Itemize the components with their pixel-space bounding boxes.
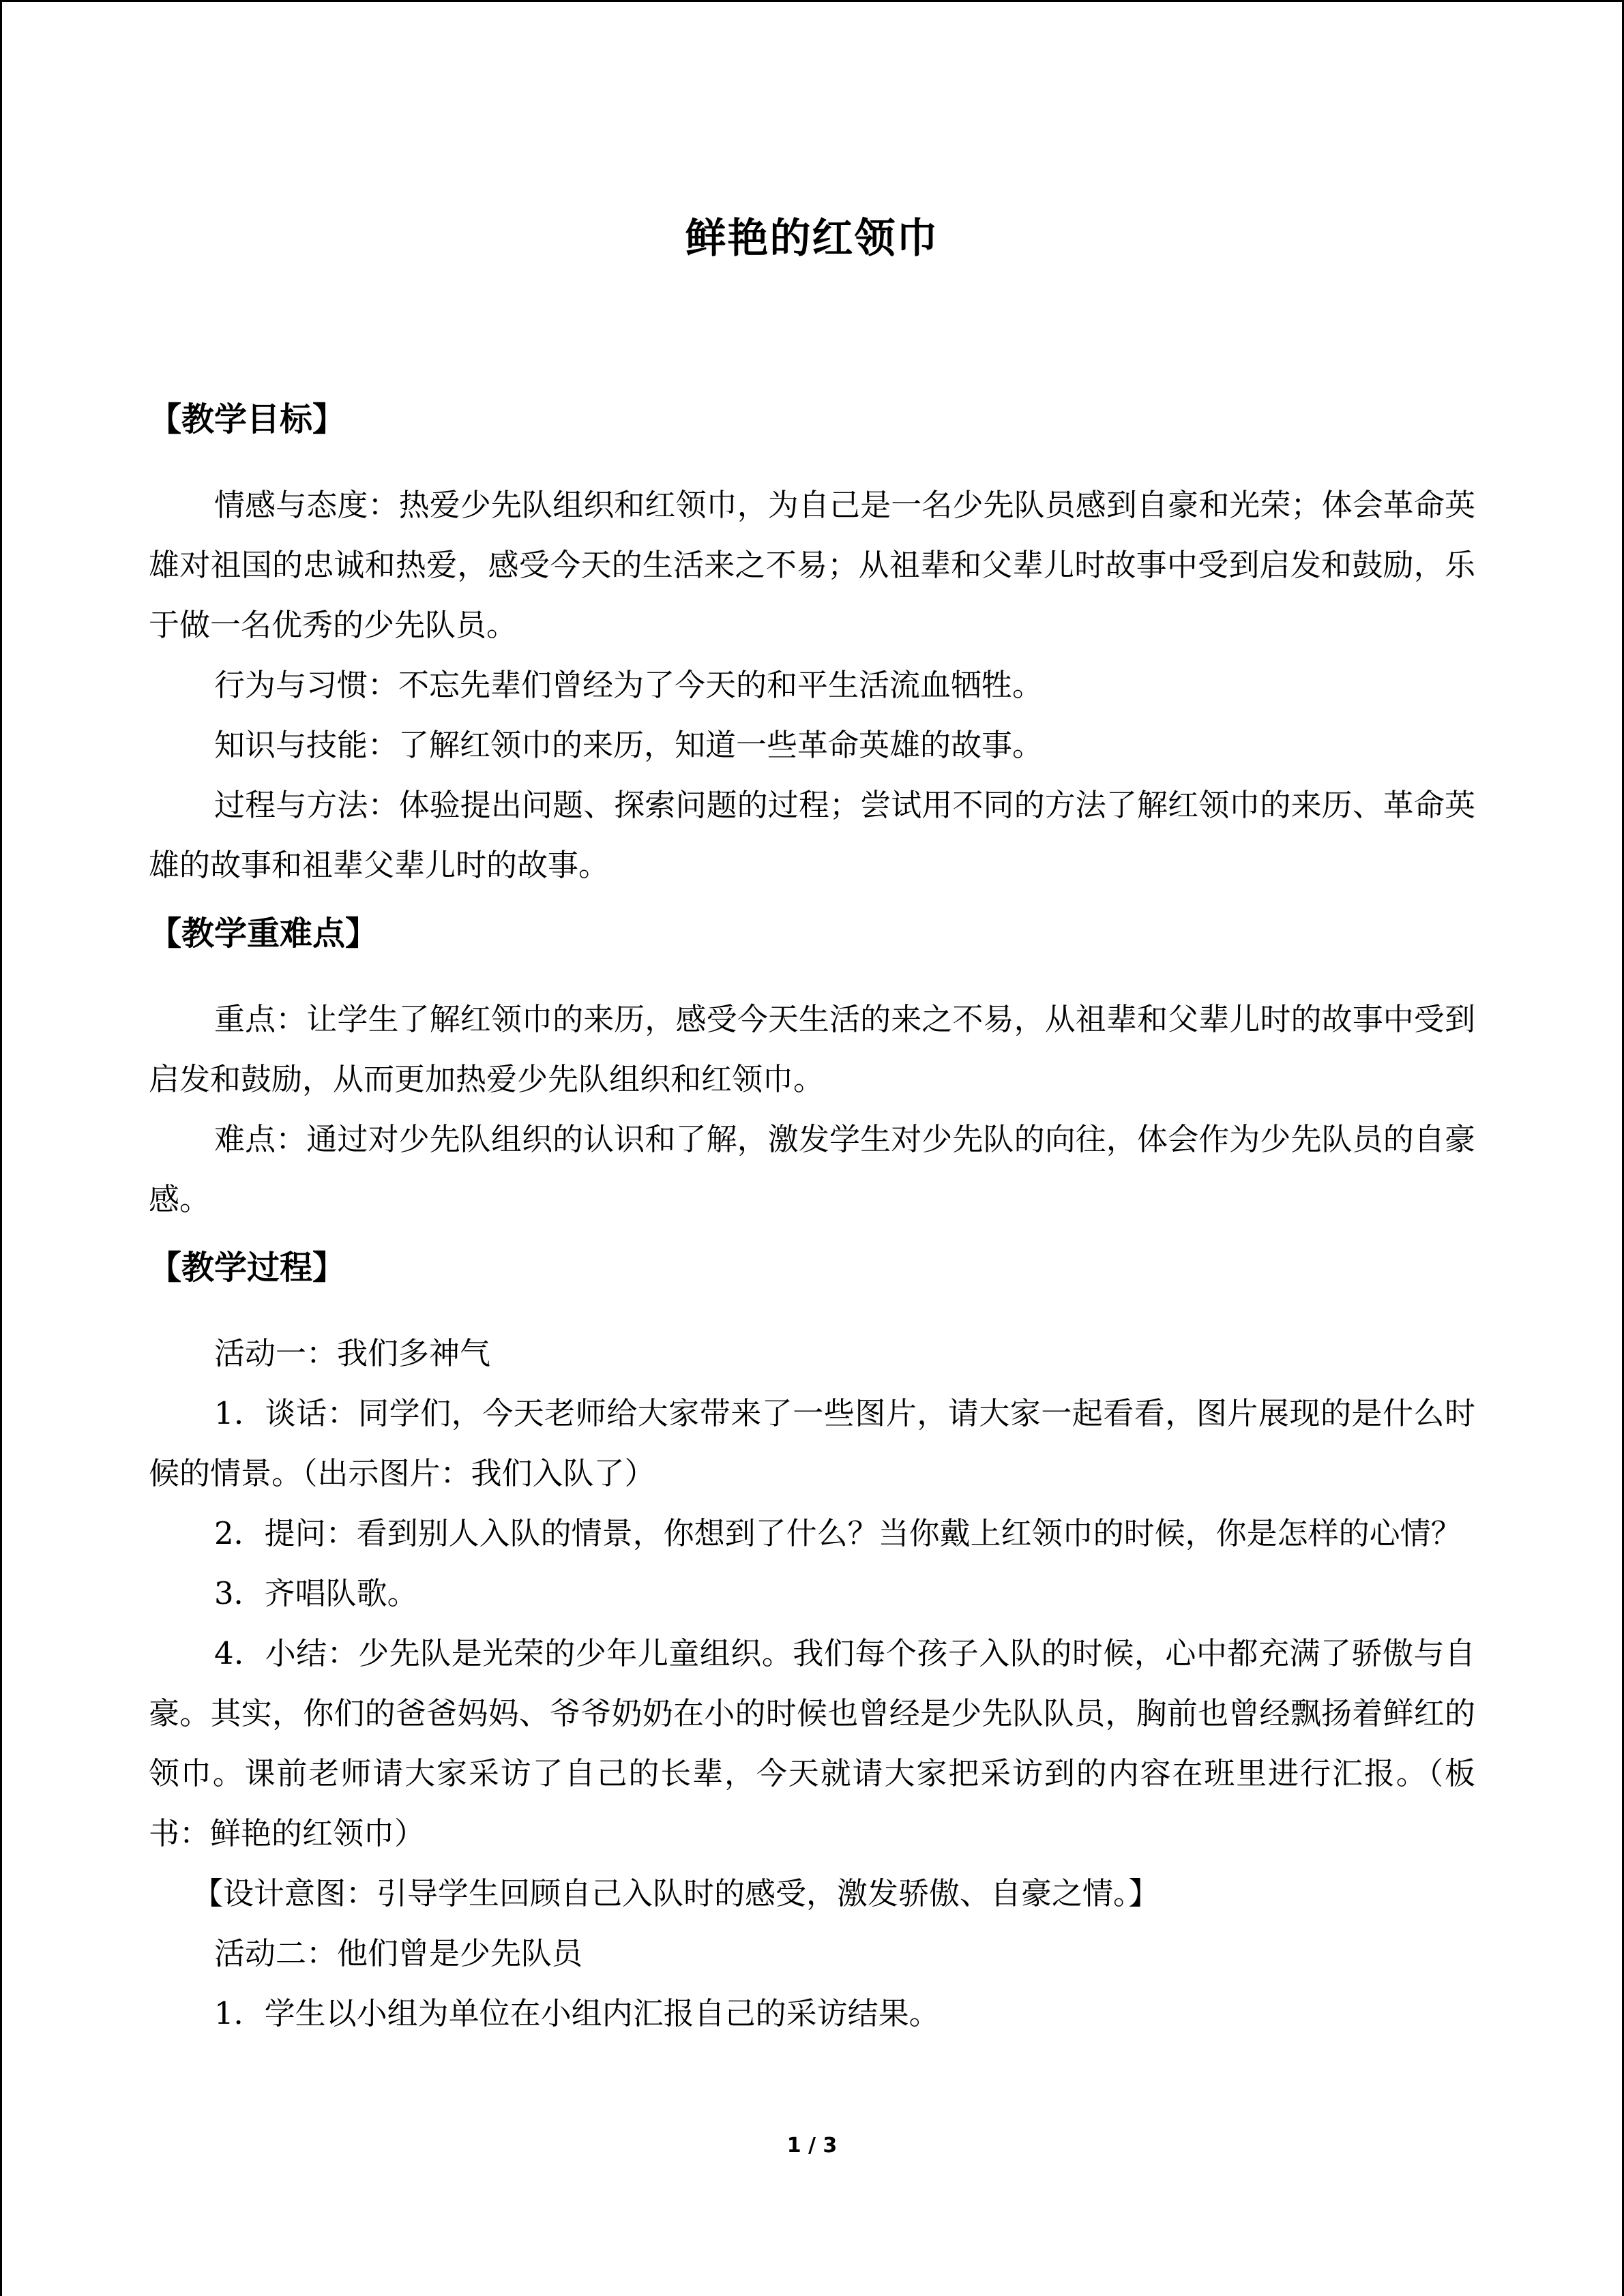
- document-title: 鲜艳的红领巾: [685, 215, 939, 263]
- goals-paragraph: 知识与技能：了解红领巾的来历，知道一些革命英雄的故事。: [214, 727, 1044, 763]
- page-indicator: 1 / 3: [786, 2134, 838, 2158]
- section-heading-keypoints: 【教学重难点】: [149, 914, 379, 953]
- process-paragraph: 1．谈话：同学们，今天老师给大家带来了一些图片，请大家一起看看，图片展现的是什么时候的情景。（出示图片：我们入队了）: [149, 1395, 1475, 1491]
- process-paragraph: 1．学生以小组为单位在小组内汇报自己的采访结果。: [214, 1995, 940, 2031]
- process-paragraph: 4．小结：少先队是光荣的少年儿童组织。我们每个孩子入队的时候，心中都充满了骄傲与自豪。其实，你们的爸爸妈妈、爷爷奶奶在小的时候也曾经是少先队队员，胸前也曾经飘扬着鲜红的领巾。课前老师请大家采访了自己的长辈，今天就请大家把采访到的内容在班里进行汇报。（板书：鲜艳的红领巾）: [149, 1635, 1475, 1851]
- process-paragraph: 2．提问：看到别人入队的情景，你想到了什么？当你戴上红领巾的时候，你是怎样的心情？: [214, 1515, 1462, 1551]
- goals-paragraph: 情感与态度：热爱少先队组织和红领巾，为自己是一名少先队员感到自豪和光荣；体会革命英雄对祖国的忠诚和热爱，感受今天的生活来之不易；从祖辈和父辈儿时故事中受到启发和鼓励，乐于做一名优秀的少先队员。: [149, 487, 1475, 643]
- section-heading-process: 【教学过程】: [149, 1249, 346, 1287]
- process-paragraph: 3．齐唱队歌。: [214, 1575, 418, 1611]
- goals-paragraph: 过程与方法：体验提出问题、探索问题的过程；尝试用不同的方法了解红领巾的来历、革命英雄的故事和祖辈父辈儿时的故事。: [149, 787, 1475, 883]
- keypoints-paragraph: 难点：通过对少先队组织的认识和了解，激发学生对少先队的向往，体会作为少先队员的自豪感。: [149, 1121, 1475, 1217]
- section-heading-goals: 【教学目标】: [149, 400, 346, 438]
- process-paragraph: 活动一：我们多神气: [214, 1335, 491, 1371]
- goals-paragraph: 行为与习惯：不忘先辈们曾经为了今天的和平生活流血牺牲。: [214, 667, 1044, 703]
- document-body: [149, 385, 1475, 2044]
- process-paragraph: 活动二：他们曾是少先队员: [214, 1935, 583, 1971]
- keypoints-paragraph: 重点：让学生了解红领巾的来历，感受今天生活的来之不易，从祖辈和父辈儿时的故事中受到启发和鼓励，从而更加热爱少先队组织和红领巾。: [149, 1001, 1475, 1097]
- design-intent-note: 【设计意图：引导学生回顾自己入队时的感受，激发骄傲、自豪之情。】: [192, 1875, 1160, 1911]
